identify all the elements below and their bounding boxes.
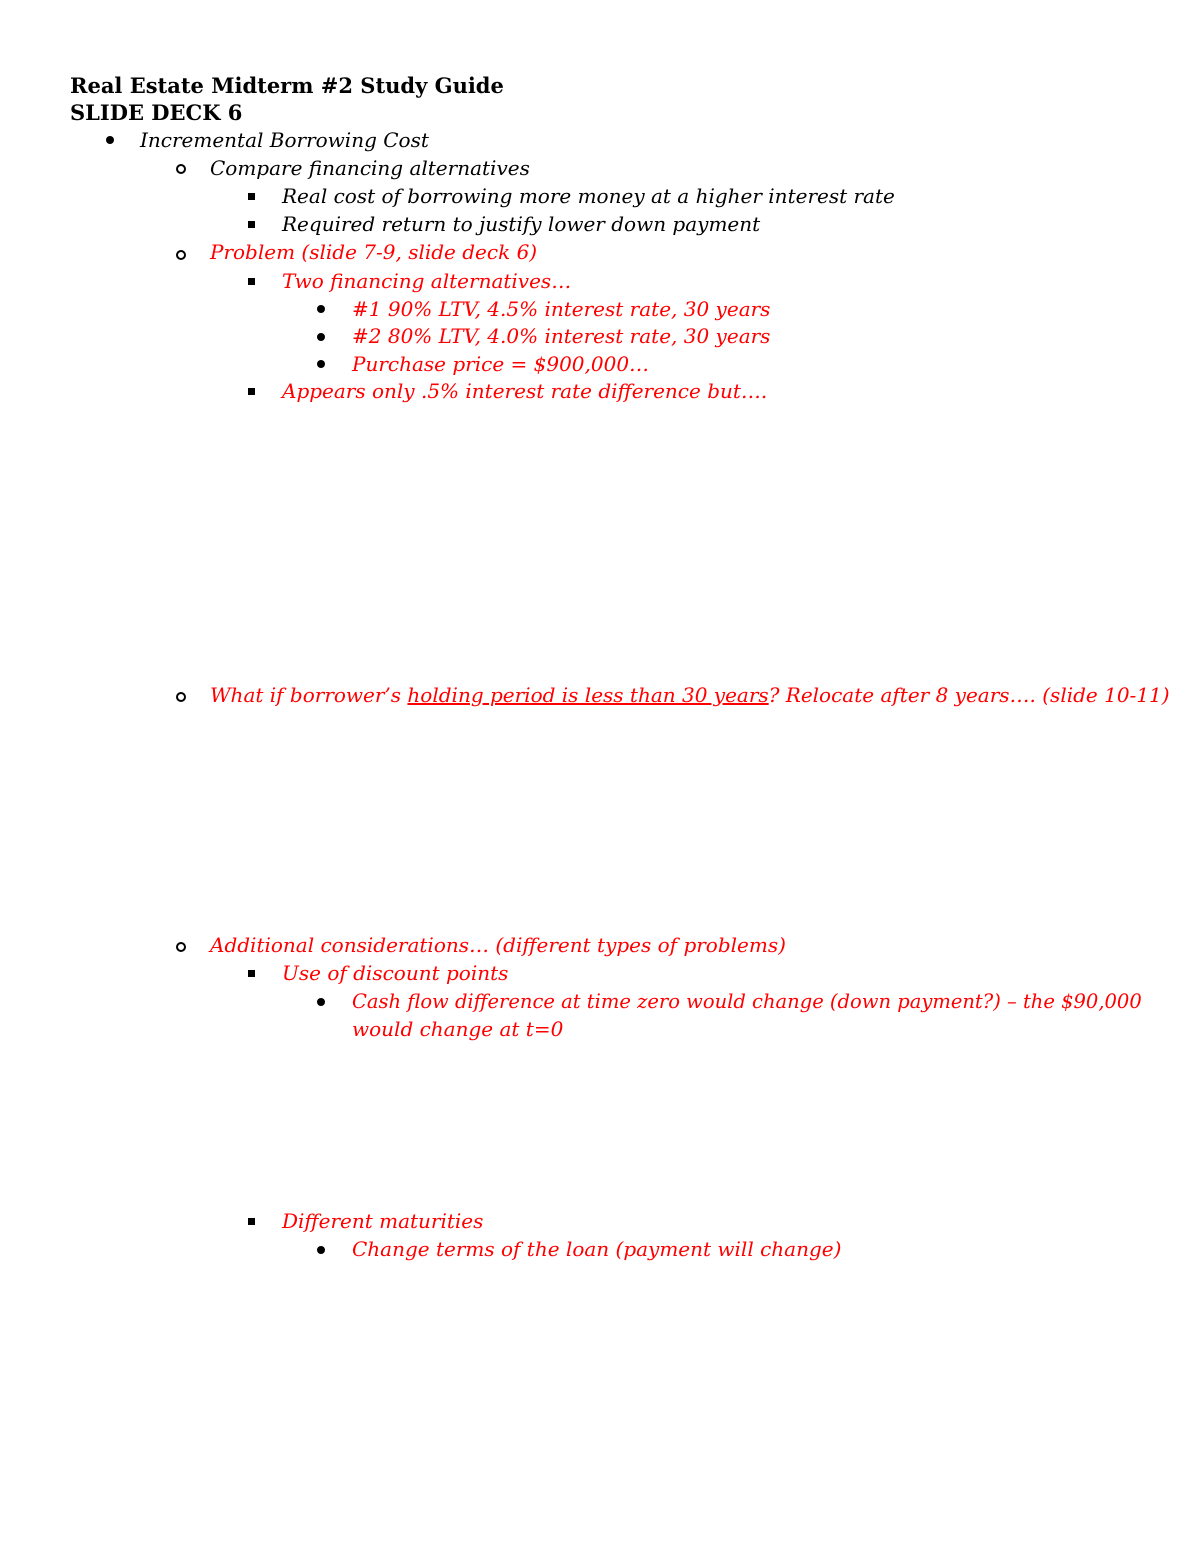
list-item-what-if: [210, 682, 1170, 709]
square-bullet-icon: [248, 221, 255, 228]
list-item-two-alternatives: Two financing alternatives…: [282, 269, 572, 293]
disc-bullet-icon: [317, 998, 325, 1006]
list-item-compare-financing: Compare financing alternatives: [210, 156, 530, 180]
list-item-problem: Problem (slide 7-9, slide deck 6): [210, 240, 538, 264]
list-item-alternative-2: #2 80% LTV, 4.0% interest rate, 30 years: [352, 324, 771, 348]
document-title: Real Estate Midterm #2 Study Guide: [70, 73, 504, 98]
list-item-change-terms: Change terms of the loan (payment will change): [352, 1237, 842, 1261]
list-item-alternative-1: #1 90% LTV, 4.5% interest rate, 30 years: [352, 297, 771, 321]
list-item-additional-considerations: Additional considerations… (different types of problems): [210, 933, 786, 957]
disc-bullet-icon: [106, 136, 114, 144]
ring-bullet-icon: [176, 692, 186, 702]
list-item-cash-flow-line-1: Cash flow difference at time zero would change (down payment?) – the $90,000: [352, 990, 1142, 1013]
disc-bullet-icon: [317, 360, 325, 368]
what-if-text-start: What if borrower’s: [210, 683, 408, 707]
list-item-cash-flow-line-2: would change at t=0: [352, 1017, 564, 1041]
list-item-required-return: Required return to justify lower down payment: [282, 212, 761, 236]
square-bullet-icon: [248, 970, 255, 977]
ring-bullet-icon: [176, 942, 186, 952]
list-item-discount-points: Use of discount points: [282, 961, 509, 985]
list-item-purchase-price: Purchase price = $900,000…: [352, 352, 650, 376]
square-bullet-icon: [248, 278, 255, 285]
square-bullet-icon: [248, 193, 255, 200]
what-if-underlined-text: holding period is less than 30 years: [407, 683, 769, 707]
disc-bullet-icon: [317, 1246, 325, 1254]
disc-bullet-icon: [317, 333, 325, 341]
ring-bullet-icon: [176, 164, 186, 174]
list-item-real-cost: Real cost of borrowing more money at a higher interest rate: [282, 184, 895, 208]
list-item-incremental-borrowing-cost: Incremental Borrowing Cost: [140, 128, 429, 152]
what-if-text-end: ? Relocate after 8 years…. (slide 10-11): [768, 683, 1170, 707]
list-item-appears-only: Appears only .5% interest rate difference but….: [282, 379, 768, 403]
square-bullet-icon: [248, 388, 255, 395]
document-subtitle: SLIDE DECK 6: [70, 100, 243, 125]
disc-bullet-icon: [317, 305, 325, 313]
square-bullet-icon: [248, 1218, 255, 1225]
ring-bullet-icon: [176, 250, 186, 260]
list-item-different-maturities: Different maturities: [282, 1209, 484, 1233]
